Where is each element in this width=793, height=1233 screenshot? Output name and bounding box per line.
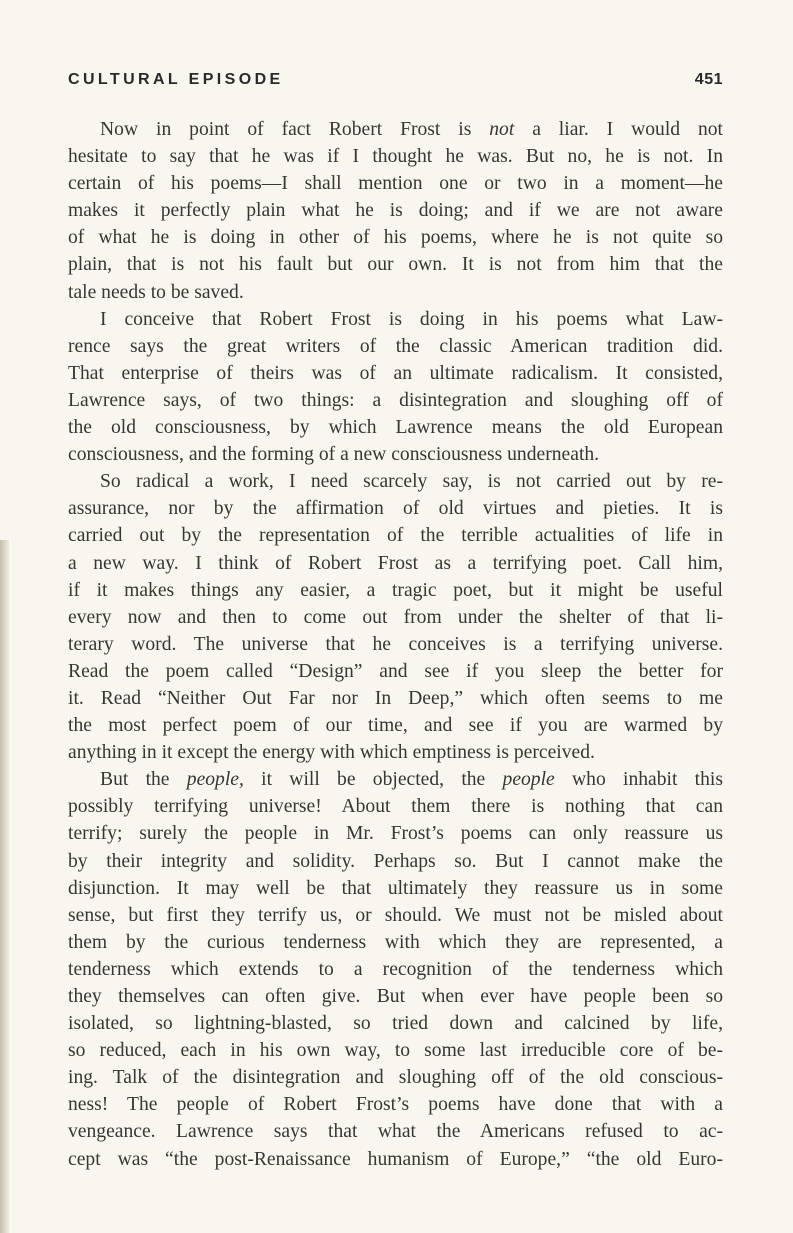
text-run: they themselves can often give. But when ever have people been so	[68, 986, 723, 1007]
running-head	[68, 71, 723, 95]
text-run: if it makes things any easier, a tragic poet, but it might be useful	[68, 579, 723, 601]
text-line	[68, 848, 723, 875]
text-run: hesitate to say that he was if I thought he was. But no, he is not. In	[68, 146, 723, 168]
text-run: of what he is doing in other of his poems, where he is not quite so	[68, 227, 723, 249]
text-run: isolated, so lightning-blasted, so tried down and calcined by life,	[68, 1013, 723, 1035]
text-line	[68, 1146, 723, 1173]
italic-text: not	[489, 119, 515, 140]
text-line	[68, 1064, 723, 1091]
italic-text: people	[502, 769, 555, 791]
text-line	[68, 685, 723, 712]
text-run: Read the poem called “Design” and see if you sleep the better for	[68, 660, 723, 682]
text-run: consciousness, and the forming of a new consciousness underneath.	[68, 444, 600, 466]
text-run: assurance, nor by the affirmation of old virtues and pieties. It is	[68, 498, 723, 520]
text-run: vengeance. Lawrence says that what the Americans refused to ac-	[68, 1121, 723, 1143]
binding-shadow	[0, 540, 9, 1233]
paragraph	[68, 468, 723, 766]
text-run: a liar. I would not	[514, 119, 724, 140]
text-line	[68, 739, 723, 766]
text-line	[68, 279, 723, 306]
text-run: rence says the great writers of the classic American tradition did.	[68, 335, 723, 357]
text-run: tenderness which extends to a recognition of the tenderness which	[68, 958, 723, 980]
text-line	[68, 1037, 723, 1064]
text-run: them by the curious tenderness with which they are represented, a	[68, 931, 723, 953]
text-run: certain of his poems—I shall mention one or two in a moment—he	[68, 173, 723, 195]
text-line	[68, 441, 723, 468]
text-run: disjunction. It may well be that ultimately they reassure us in some	[68, 877, 723, 899]
text-line	[68, 550, 723, 577]
italic-text: people,	[186, 769, 244, 791]
text-line	[68, 604, 723, 631]
text-line	[68, 251, 723, 278]
text-line	[68, 495, 723, 522]
text-run: terary word. The universe that he conceives is a terrifying universe.	[68, 633, 723, 655]
text-line	[68, 929, 723, 956]
text-run: who inhabit this	[554, 769, 723, 791]
text-line	[68, 577, 723, 604]
text-run: tale needs to be saved.	[68, 281, 244, 303]
text-run: Now in point of fact Robert Frost is	[100, 119, 490, 140]
text-line	[68, 875, 723, 902]
text-run: the old consciousness, by which Lawrence means the old European	[68, 417, 723, 439]
text-run: cept was “the post-Renaissance humanism of Europe,” “the old Euro-	[68, 1148, 723, 1170]
text-line	[68, 224, 723, 251]
text-line	[68, 333, 723, 360]
text-run: terrify; surely the people in Mr. Frost’s poems can only reassure us	[68, 823, 723, 845]
text-run: carried out by the representation of the terrible actualities of life in	[68, 525, 723, 547]
text-run: it will be objected, the	[243, 769, 503, 791]
text-line	[68, 360, 723, 387]
text-line	[68, 820, 723, 847]
text-line	[68, 712, 723, 739]
text-run: makes it perfectly plain what he is doing; and if we are not aware	[68, 200, 723, 222]
text-run: plain, that is not his fault but our own. It is not from him that the	[68, 254, 723, 276]
text-line	[68, 116, 723, 143]
text-line	[68, 143, 723, 170]
paragraph	[68, 766, 723, 1172]
text-line	[68, 387, 723, 414]
text-run: possibly terrifying universe! About them there is nothing that can	[68, 796, 723, 818]
text-run: ness! The people of Robert Frost’s poems have done that with a	[68, 1094, 723, 1116]
text-line	[68, 1118, 723, 1145]
text-run: I conceive that Robert Frost is doing in his poems what Law-	[100, 308, 723, 330]
text-run: ing. Talk of the disintegration and sloughing off of the old conscious-	[68, 1067, 723, 1089]
chapter-title: CULTURAL EPISODE	[68, 71, 284, 88]
page-number: 451	[694, 71, 723, 88]
text-run: every now and then to come out from under the shelter of that li-	[68, 606, 723, 628]
text-run: anything in it except the energy with which emptiness is perceived.	[68, 742, 595, 764]
text-run: Lawrence says, of two things: a disintegration and sloughing off of	[68, 389, 723, 411]
text-line	[68, 170, 723, 197]
text-run: So radical a work, I need scarcely say, is not carried out by re-	[100, 471, 723, 493]
text-run: so reduced, each in his own way, to some last irreducible core of be-	[68, 1040, 723, 1062]
text-line	[68, 956, 723, 983]
text-line	[68, 306, 723, 333]
text-run: a new way. I think of Robert Frost as a terrifying poet. Call him,	[68, 552, 723, 574]
text-line	[68, 414, 723, 441]
paragraph	[68, 116, 723, 306]
text-line	[68, 766, 723, 793]
body-text	[68, 116, 723, 1173]
paragraph	[68, 306, 723, 469]
text-run: That enterprise of theirs was of an ultimate radicalism. It consisted,	[68, 362, 723, 384]
text-line	[68, 902, 723, 929]
text-line	[68, 1091, 723, 1118]
text-run: the most perfect poem of our time, and see if you are warmed by	[68, 715, 723, 737]
text-line	[68, 1010, 723, 1037]
text-line	[68, 793, 723, 820]
text-line	[68, 197, 723, 224]
text-run: by their integrity and solidity. Perhaps so. But I cannot make the	[68, 850, 723, 872]
text-line	[68, 468, 723, 495]
text-line	[68, 631, 723, 658]
text-run: sense, but first they terrify us, or should. We must not be misled about	[68, 904, 723, 926]
text-run: it. Read “Neither Out Far nor In Deep,” which often seems to me	[68, 687, 723, 709]
text-line	[68, 983, 723, 1010]
text-line	[68, 658, 723, 685]
text-line	[68, 522, 723, 549]
text-run: But the	[100, 769, 187, 791]
